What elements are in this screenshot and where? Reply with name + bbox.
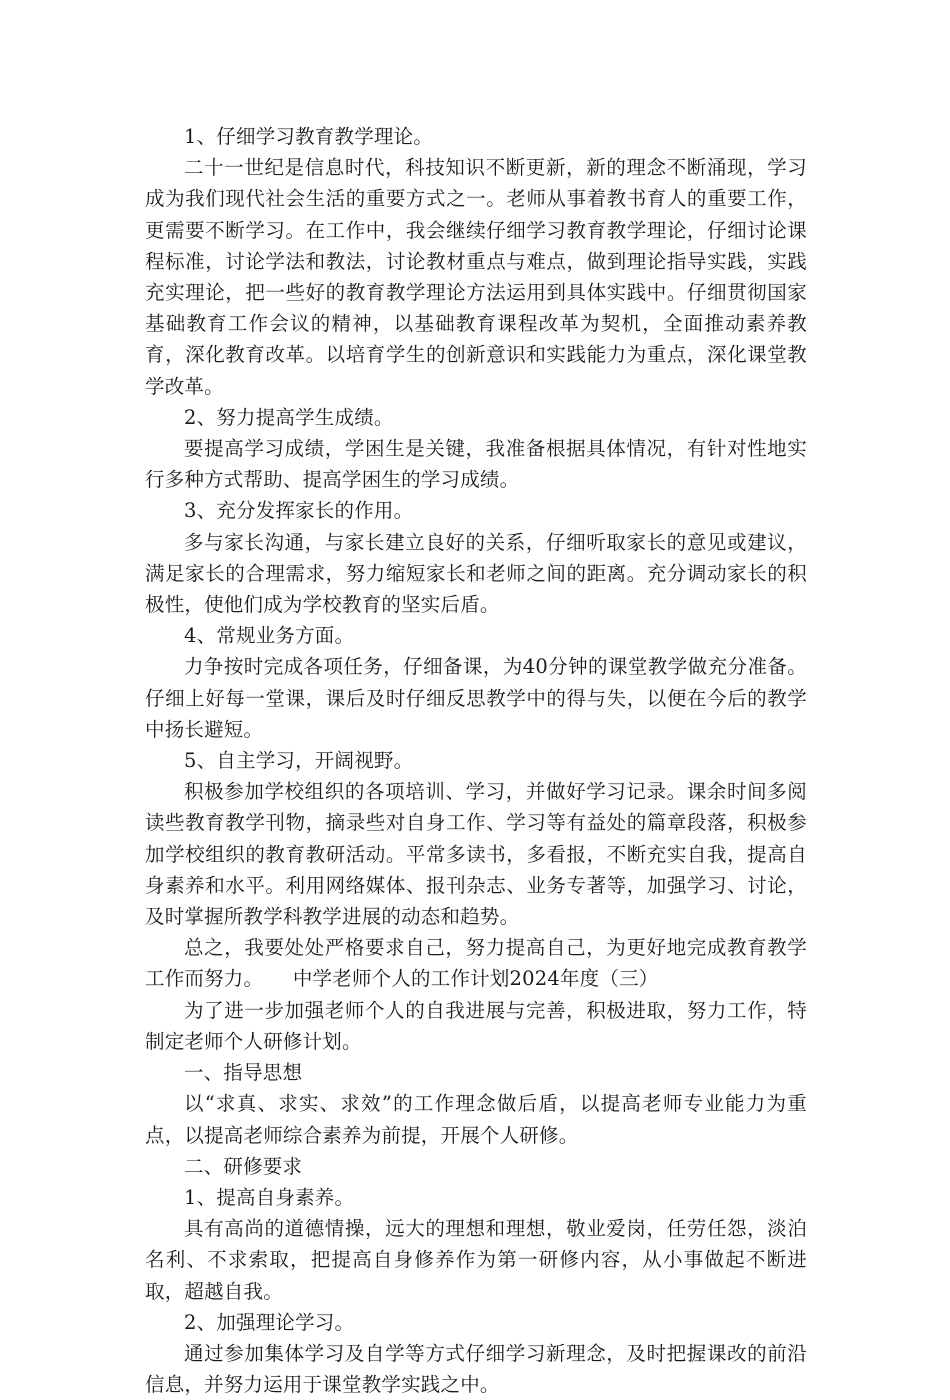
item-heading-5: 5、自主学习，开阔视野。 [184, 749, 414, 773]
section-heading-requirements: 二、研修要求 [184, 1154, 303, 1178]
item-heading-self-quality: 1、提高自身素养。 [184, 1185, 355, 1209]
paragraph-grades: 要提高学习成绩，学困生是关键，我准备根据具体情况，有针对性地实行多种方式帮助、提高学困生的学习成绩。 [145, 437, 807, 492]
paragraph-parents: 多与家长沟通，与家长建立良好的关系，仔细听取家长的意见或建议，满足家长的合理需求，努力缩短家长和老师之间的距离。充分调动家长的积极性，使他们成为学校教育的坚实后盾。 [145, 530, 807, 617]
paragraph-routine: 力争按时完成各项任务，仔细备课，为40分钟的课堂教学做充分准备。仔细上好每一堂课，课后及时仔细反思教学中的得与失，以便在今后的教学中扬长避短。 [145, 655, 807, 741]
item-heading-1: 1、仔细学习教育教学理论。 [184, 125, 434, 148]
paragraph-self-study: 积极参加学校组织的各项培训、学习，并做好学习记录。课余时间多阅读些教育教学刊物，摘录些对自身工作、学习等有益处的篇章段落，积极参加学校组织的教育教研活动。平常多读书，多看报，不断充实自我，提高自身素养和水平。利用网络媒体、报刊杂志、业务专著等，加强学习、讨论，及时掌握所教学科教学进展的动态和趋势。 [145, 780, 807, 929]
item-heading-3: 3、充分发挥家长的作用。 [184, 499, 414, 523]
item-heading-theory-study: 2、加强理论学习。 [184, 1310, 355, 1334]
paragraph-summary: 总之，我要处处严格要求自己，努力提高自己，为更好地完成教育教学工作而努力。 中学老师个人的工作计划2024年度（三） [145, 936, 807, 991]
document-body [145, 121, 807, 1400]
paragraph-theory: 二十一世纪是信息时代，科技知识不断更新，新的理念不断涌现，学习成为我们现代社会生活的重要方式之一。老师从事着教书育人的重要工作，更需要不断学习。在工作中，我会继续仔细学习教育教学理论，仔细讨论课程标准，讨论学法和教法，讨论教材重点与难点，做到理论指导实践，实践充实理论，把一些好的教育教学理论方法运用到具体实践中。仔细贯彻国家基础教育工作会议的精神，以基础教育课程改革为契机，全面推动素养教育，深化教育改革。以培育学生的创新意识和实践能力为重点，深化课堂教学改革。 [145, 156, 807, 398]
paragraph-guiding-thought: 以“求真、求实、求效”的工作理念做后盾，以提高老师专业能力为重点，以提高老师综合素养为前提，开展个人研修。 [145, 1092, 807, 1147]
item-heading-4: 4、常规业务方面。 [184, 624, 355, 648]
paragraph-intro: 为了进一步加强老师个人的自我进展与完善，积极进取，努力工作，特制定老师个人研修计划。 [145, 998, 807, 1053]
section-heading-guiding-thought: 一、指导思想 [184, 1061, 303, 1085]
paragraph-theory-study: 通过参加集体学习及自学等方式仔细学习新理念，及时把握课改的前沿信息，并努力运用于课堂教学实践之中。 [145, 1341, 807, 1397]
item-heading-2: 2、努力提高学生成绩。 [184, 405, 394, 429]
paragraph-self-quality: 具有高尚的道德情操，远大的理想和理想，敬业爱岗，任劳任怨，淡泊名利、不求索取，把提高自身修养作为第一研修内容，从小事做起不断进取，超越自我。 [145, 1217, 807, 1303]
